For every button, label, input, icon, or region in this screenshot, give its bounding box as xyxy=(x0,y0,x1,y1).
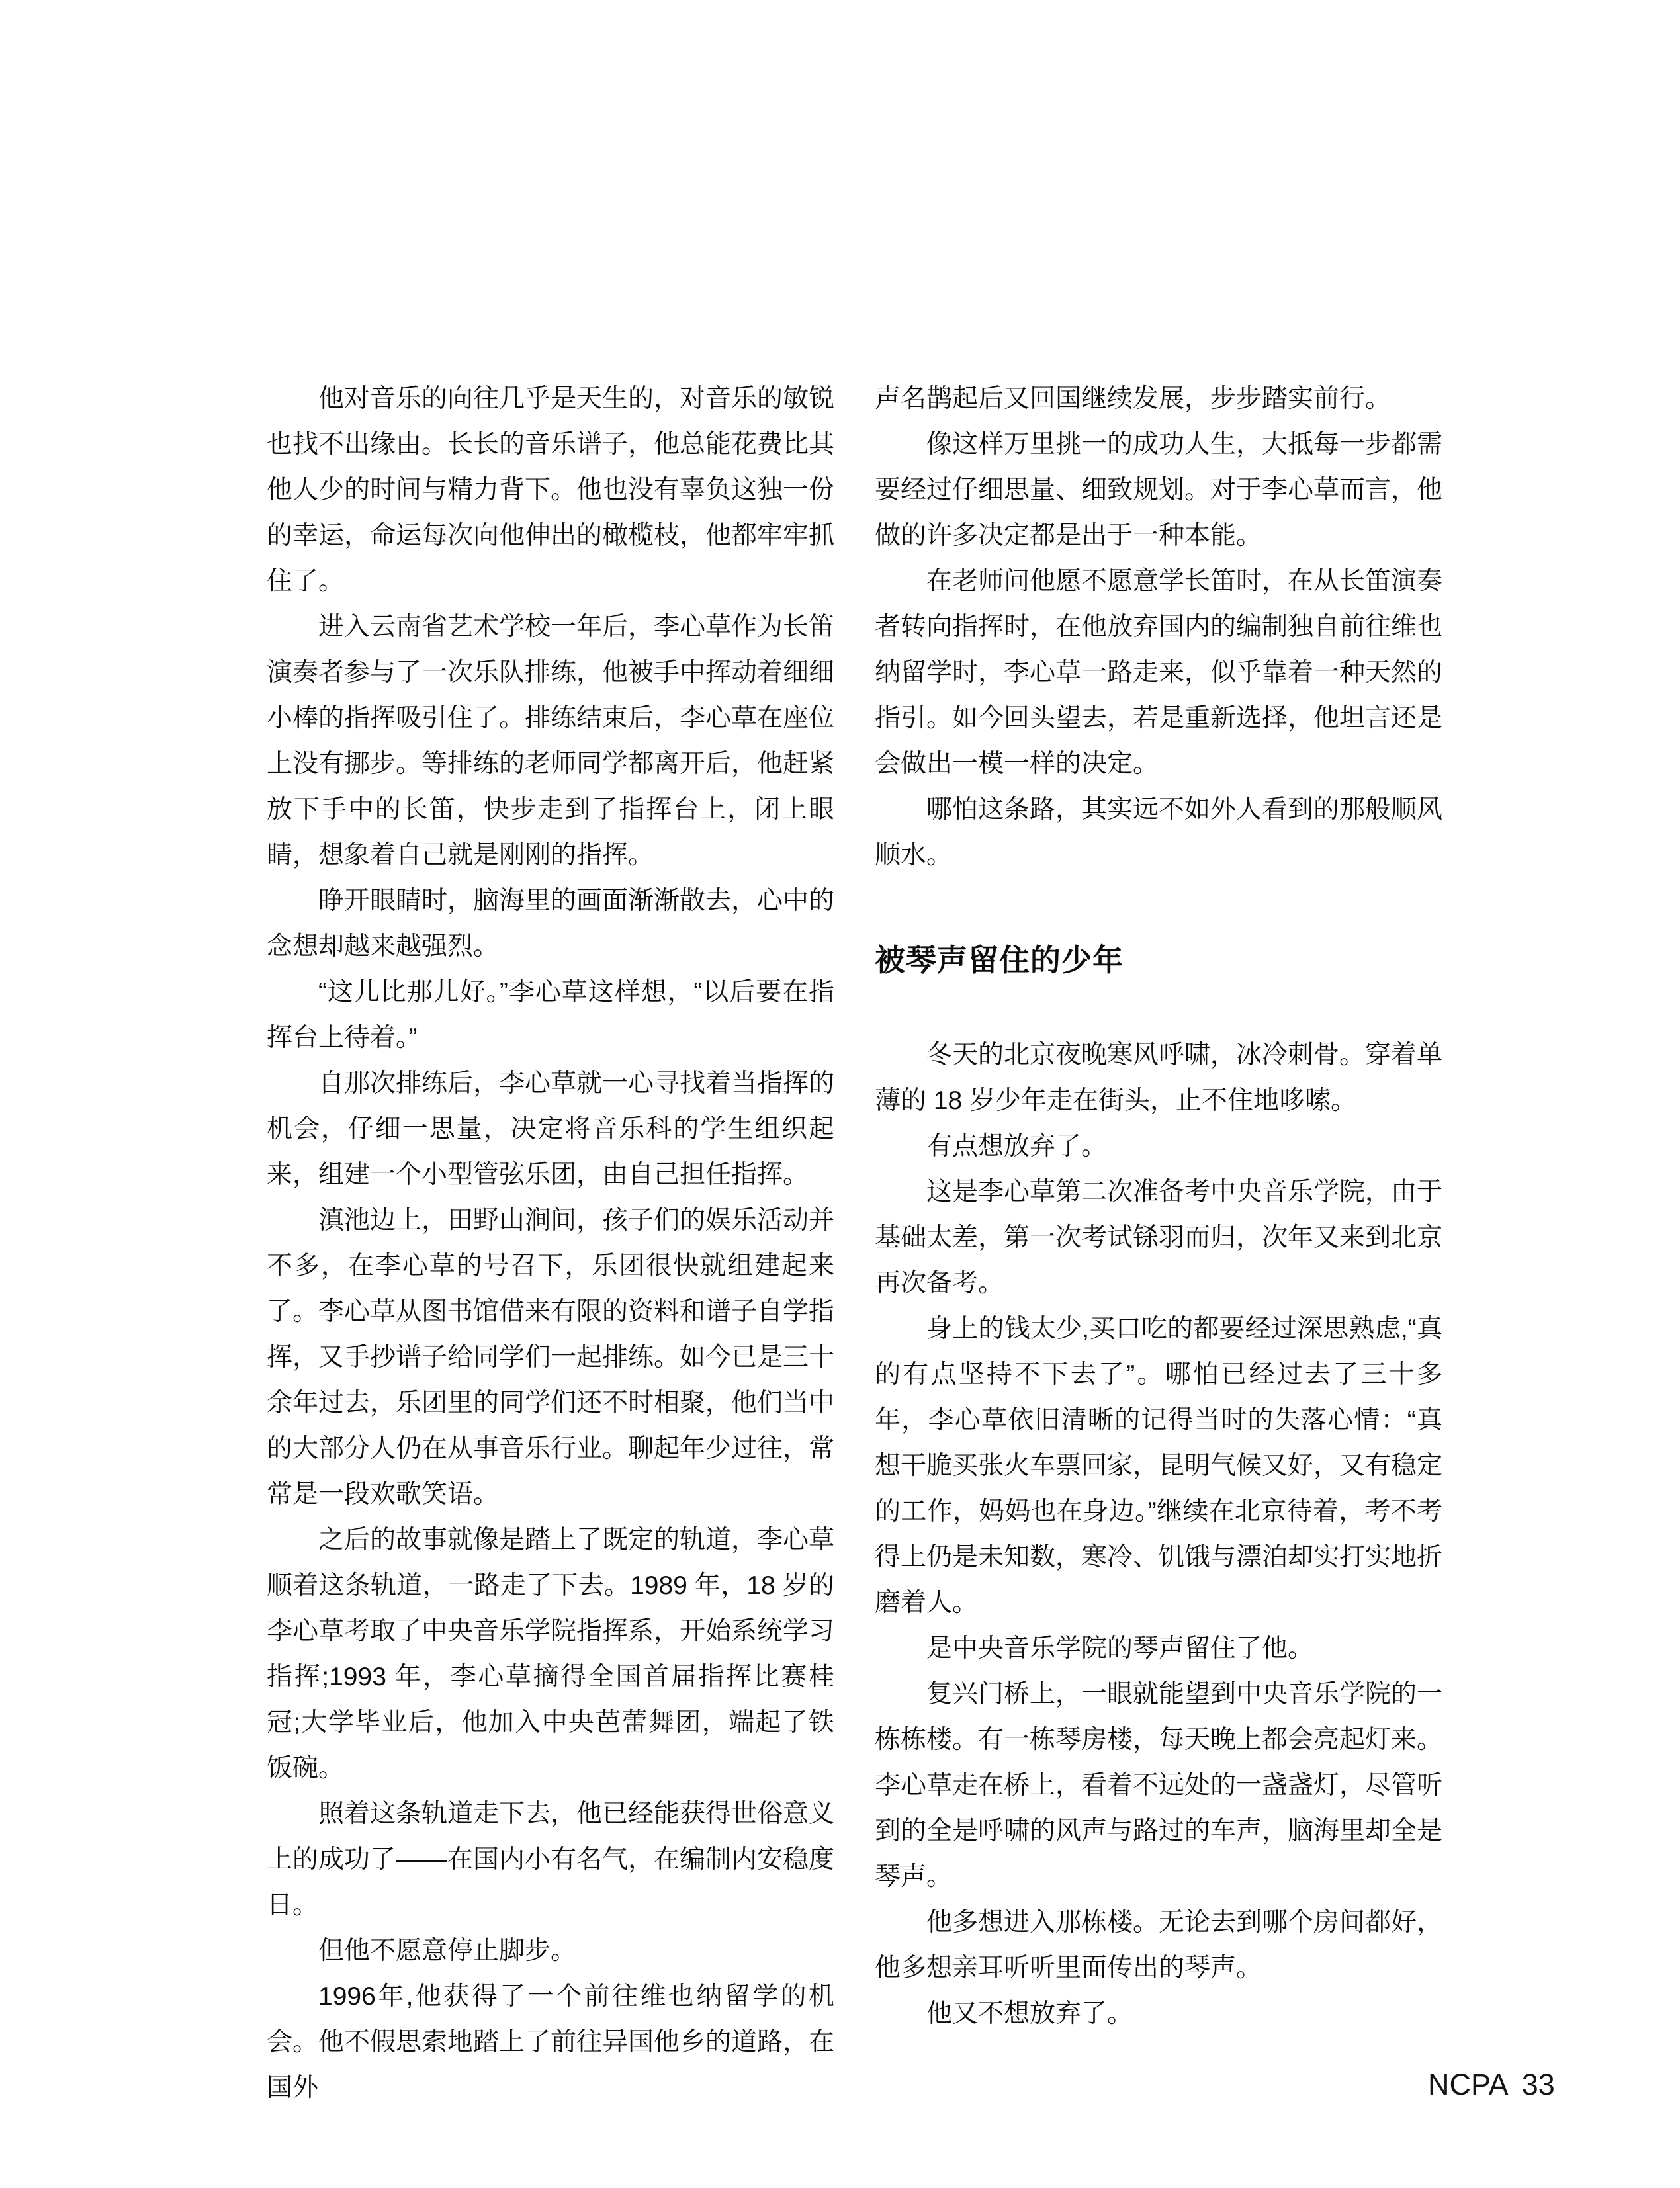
body-paragraph: 是中央音乐学院的琴声留住了他。 xyxy=(926,1634,1314,1663)
page-number: 33 xyxy=(1521,2068,1555,2101)
body-paragraph: 冬天的北京夜晚寒风呼啸，冰冷刺骨。穿着单薄的 18 岁少年走在街头，止不住地哆嗦。 xyxy=(875,1041,1443,1115)
page-footer xyxy=(1428,2068,1555,2101)
body-paragraph: 有点想放弃了。 xyxy=(926,1132,1108,1160)
body-paragraph: 滇池边上，田野山涧间，孩子们的娱乐活动并不多，在李心草的号召下，乐团很快就组建起来了。李心草从图书馆借来有限的资料和谱子自学指挥，又手抄谱子给同学们一起排练。如今已是三十余年过去，乐团里的同学们还不时相聚，他们当中的大部分人仍在从事音乐行业。聊起年少过往，常常是一段欢歌笑语。 xyxy=(267,1206,835,1509)
body-paragraph-continuation: 声名鹊起后又回国继续发展，步步踏实前行。 xyxy=(875,384,1392,413)
body-paragraph: 进入云南省艺术学校一年后，李心草作为长笛演奏者参与了一次乐队排练，他被手中挥动着细细小棒的指挥吸引住了。排练结束后，李心草在座位上没有挪步。等排练的老师同学都离开后，他赶紧放下手中的长笛，快步走到了指挥台上，闭上眼睛，想象着自己就是刚刚的指挥。 xyxy=(267,613,835,869)
body-paragraph: 在老师问他愿不愿意学长笛时，在从长笛演奏者转向指挥时，在他放弃国内的编制独自前往维也纳留学时，李心草一路走来，似乎靠着一种天然的指引。如今回头望去，若是重新选择，他坦言还是会做出一模一样的决定。 xyxy=(875,567,1443,778)
body-paragraph: 自那次排练后，李心草就一心寻找着当指挥的机会，仔细一思量，决定将音乐科的学生组织起来，组建一个小型管弦乐团，由自己担任指挥。 xyxy=(267,1069,835,1189)
body-paragraph: 这是李心草第二次准备考中央音乐学院，由于基础太差，第一次考试铩羽而归，次年又来到北京再次备考。 xyxy=(875,1178,1443,1297)
body-paragraph: 1996年,他获得了一个前往维也纳留学的机会。他不假思索地踏上了前往异国他乡的道路，在国外 xyxy=(267,1982,835,2102)
left-text-column xyxy=(267,376,834,2111)
right-text-column xyxy=(875,376,1442,2036)
body-paragraph: 他多想进入那栋楼。无论去到哪个房间都好，他多想亲耳听听里面传出的琴声。 xyxy=(875,1908,1443,1982)
body-paragraph: 但他不愿意停止脚步。 xyxy=(318,1937,577,1965)
body-paragraph: 身上的钱太少,买口吃的都要经过深思熟虑,“真的有点坚持不下去了”。哪怕已经过去了三十多年，李心草依旧清晰的记得当时的失落心情：“真想干脆买张火车票回家，昆明气候又好，又有稳定的工作，妈妈也在身边。”继续在北京待着，考不考得上仍是未知数，寒冷、饥饿与漂泊却实打实地折磨着人。 xyxy=(875,1315,1443,1617)
body-paragraph: 他对音乐的向往几乎是天生的，对音乐的敏锐也找不出缘由。长长的音乐谱子，他总能花费比其他人少的时间与精力背下。他也没有辜负这独一份的幸运，命运每次向他伸出的橄榄枝，他都牢牢抓住了。 xyxy=(267,384,835,595)
body-paragraph: 之后的故事就像是踏上了既定的轨道，李心草顺着这条轨道，一路走了下去。1989 年，18 岁的李心草考取了中央音乐学院指挥系，开始系统学习指挥;1993 年，李心草摘得全国首届指挥比赛桂冠;大学毕业后，他加入中央芭蕾舞团，端起了铁饭碗。 xyxy=(267,1526,835,1782)
body-paragraph: 照着这条轨道走下去，他已经能获得世俗意义上的成功了——在国内小有名气，在编制内安稳度日。 xyxy=(267,1800,835,1919)
body-paragraph: “这儿比那儿好。”李心草这样想，“以后要在指挥台上待着。” xyxy=(267,978,834,1052)
footer-brand: NCPA xyxy=(1428,2068,1509,2101)
section-heading: 被琴声留住的少年 xyxy=(875,943,1124,977)
body-paragraph: 哪怕这条路，其实远不如外人看到的那般顺风顺水。 xyxy=(875,795,1443,869)
body-paragraph: 复兴门桥上，一眼就能望到中央音乐学院的一栋栋楼。有一栋琴房楼，每天晚上都会亮起灯来。李心草走在桥上，看着不远处的一盏盏灯，尽管听到的全是呼啸的风声与路过的车声，脑海里却全是琴声。 xyxy=(875,1680,1443,1891)
body-paragraph: 睁开眼睛时，脑海里的画面渐渐散去，心中的念想却越来越强烈。 xyxy=(267,887,835,961)
body-paragraph: 他又不想放弃了。 xyxy=(926,1999,1133,2028)
body-paragraph: 像这样万里挑一的成功人生，大抵每一步都需要经过仔细思量、细致规划。对于李心草而言，他做的许多决定都是出于一种本能。 xyxy=(875,430,1443,550)
